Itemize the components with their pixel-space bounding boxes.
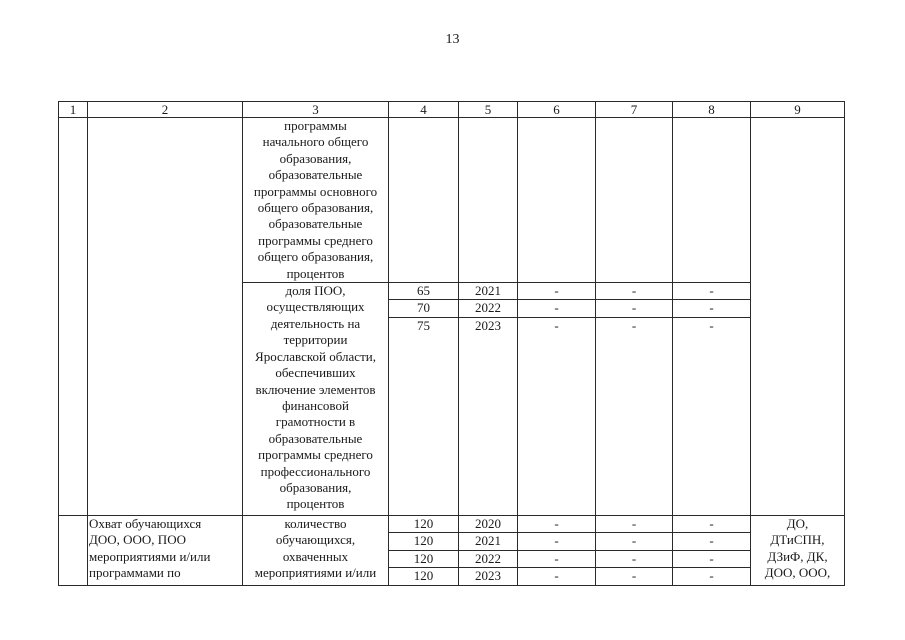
indicator-line: охваченных <box>282 548 349 564</box>
col7-subtable <box>596 516 672 585</box>
indicator-line: количество <box>284 516 347 532</box>
row-number-cell <box>59 118 88 516</box>
executors-cell <box>751 118 845 516</box>
value-subtable <box>389 283 458 334</box>
col7-cell <box>596 283 673 516</box>
indicator-line: образовательные <box>268 430 363 446</box>
col8-value: - <box>673 533 750 550</box>
indicator-line: образования, <box>279 150 352 166</box>
value: 75 <box>417 317 430 333</box>
value: 120 <box>413 568 434 584</box>
indicator-cell <box>243 118 389 283</box>
value: 70 <box>389 300 458 317</box>
col6-value: - <box>518 550 595 567</box>
year: 2022 <box>459 300 517 317</box>
value: 120 <box>389 516 458 533</box>
row-number-cell <box>59 516 88 586</box>
indicator-line: включение элементов <box>255 381 376 397</box>
indicator-cell <box>243 516 389 586</box>
col7-value: - <box>596 533 672 550</box>
indicator-line: мероприятиями и/или <box>254 565 377 581</box>
indicator-line: образования, <box>279 479 352 495</box>
col6-cell <box>518 516 596 586</box>
col8-value: - <box>709 568 714 584</box>
header-col-2: 2 <box>88 102 243 118</box>
indicator-line: общего образования, <box>257 200 374 216</box>
goal-line: Охват обучающихся <box>89 516 202 532</box>
col6-value: - <box>554 317 559 333</box>
table-row-continued <box>59 118 845 283</box>
value-cell <box>389 118 459 283</box>
goal-line: ДОО, ООО, ПОО <box>89 532 186 548</box>
value-cell <box>389 516 459 586</box>
indicator-line: программы среднего <box>258 447 373 463</box>
indicator-line: обучающихся, <box>275 532 356 548</box>
col6-value: - <box>518 516 595 533</box>
year: 2021 <box>459 283 517 300</box>
year-subtable <box>459 283 517 334</box>
indicator-line: финансовой <box>282 397 349 413</box>
year-cell <box>459 118 518 283</box>
col6-subtable <box>518 283 595 334</box>
indicator-line: общего образования, <box>257 249 374 265</box>
year: 2022 <box>459 550 517 567</box>
value-cell <box>389 283 459 516</box>
col8-subtable <box>673 516 750 585</box>
col6-cell <box>518 118 596 283</box>
indicator-line: обеспечивших <box>275 365 356 381</box>
col6-value: - <box>518 533 595 550</box>
table-row-coverage <box>59 516 845 586</box>
col8-cell <box>673 516 751 586</box>
header-row <box>59 102 845 118</box>
col8-value: - <box>709 317 714 333</box>
executors-cell <box>751 516 845 586</box>
header-col-6: 6 <box>518 102 596 118</box>
col7-value: - <box>596 516 672 533</box>
header-col-5: 5 <box>459 102 518 118</box>
header-col-7: 7 <box>596 102 673 118</box>
year-cell <box>459 283 518 516</box>
year: 2023 <box>475 568 501 584</box>
col8-value: - <box>673 516 750 533</box>
indicator-line: доля ПОО, <box>285 283 346 299</box>
indicator-line: образовательные <box>268 216 363 232</box>
goal-cell <box>88 118 243 516</box>
header-col-1: 1 <box>59 102 88 118</box>
goal-cell <box>88 516 243 586</box>
header-col-8: 8 <box>673 102 751 118</box>
indicator-line: процентов <box>286 496 345 512</box>
col7-cell <box>596 516 673 586</box>
col7-value: - <box>631 568 637 584</box>
col8-value: - <box>673 550 750 567</box>
header-col-3: 3 <box>243 102 389 118</box>
col6-value: - <box>518 300 595 317</box>
executors-line: ДЗиФ, ДК, <box>767 548 828 564</box>
executors-line: ДОО, ООО, <box>764 565 831 581</box>
goal-line: программами по <box>89 565 181 581</box>
year: 2020 <box>459 516 517 533</box>
indicator-line: образовательные <box>268 167 363 183</box>
indicator-line: Ярославской области, <box>255 348 376 364</box>
indicator-line: начального общего <box>262 134 369 150</box>
year: 2021 <box>459 533 517 550</box>
goal-line: мероприятиями и/или <box>89 548 211 564</box>
indicator-line: процентов <box>286 265 345 281</box>
col8-cell <box>673 283 751 516</box>
indicator-line: программы среднего <box>258 232 373 248</box>
header-col-9: 9 <box>751 102 845 118</box>
year-subtable <box>459 516 517 585</box>
value-subtable <box>389 516 458 585</box>
col8-value: - <box>673 283 750 300</box>
col7-value: - <box>596 283 672 300</box>
col8-value: - <box>673 300 750 317</box>
indicator-table <box>58 101 845 586</box>
col6-subtable <box>518 516 595 585</box>
col6-cell <box>518 283 596 516</box>
indicator-line: территории <box>283 332 348 348</box>
value: 120 <box>389 533 458 550</box>
col7-value: - <box>596 300 672 317</box>
header-col-4: 4 <box>389 102 459 118</box>
indicator-line: профессионального <box>260 463 371 479</box>
value: 65 <box>389 283 458 300</box>
indicator-line: грамотности в <box>275 414 356 430</box>
value: 120 <box>389 550 458 567</box>
indicator-line: осуществляющих <box>266 299 365 315</box>
col7-subtable <box>596 283 672 334</box>
executors-line: ДТиСПН, <box>770 532 825 548</box>
executors-line: ДО, <box>786 516 809 532</box>
col7-value: - <box>631 317 637 333</box>
year: 2023 <box>475 317 501 333</box>
page-number: 13 <box>445 32 460 47</box>
col6-value: - <box>554 568 559 584</box>
col7-cell <box>596 118 673 283</box>
indicator-cell <box>243 283 389 516</box>
col7-value: - <box>596 550 672 567</box>
indicator-line: программы <box>284 118 347 133</box>
col6-value: - <box>518 283 595 300</box>
indicator-line: программы основного <box>253 183 378 199</box>
col8-subtable <box>673 283 750 334</box>
col8-cell <box>673 118 751 283</box>
year-cell <box>459 516 518 586</box>
indicator-line: деятельность на <box>270 315 361 331</box>
